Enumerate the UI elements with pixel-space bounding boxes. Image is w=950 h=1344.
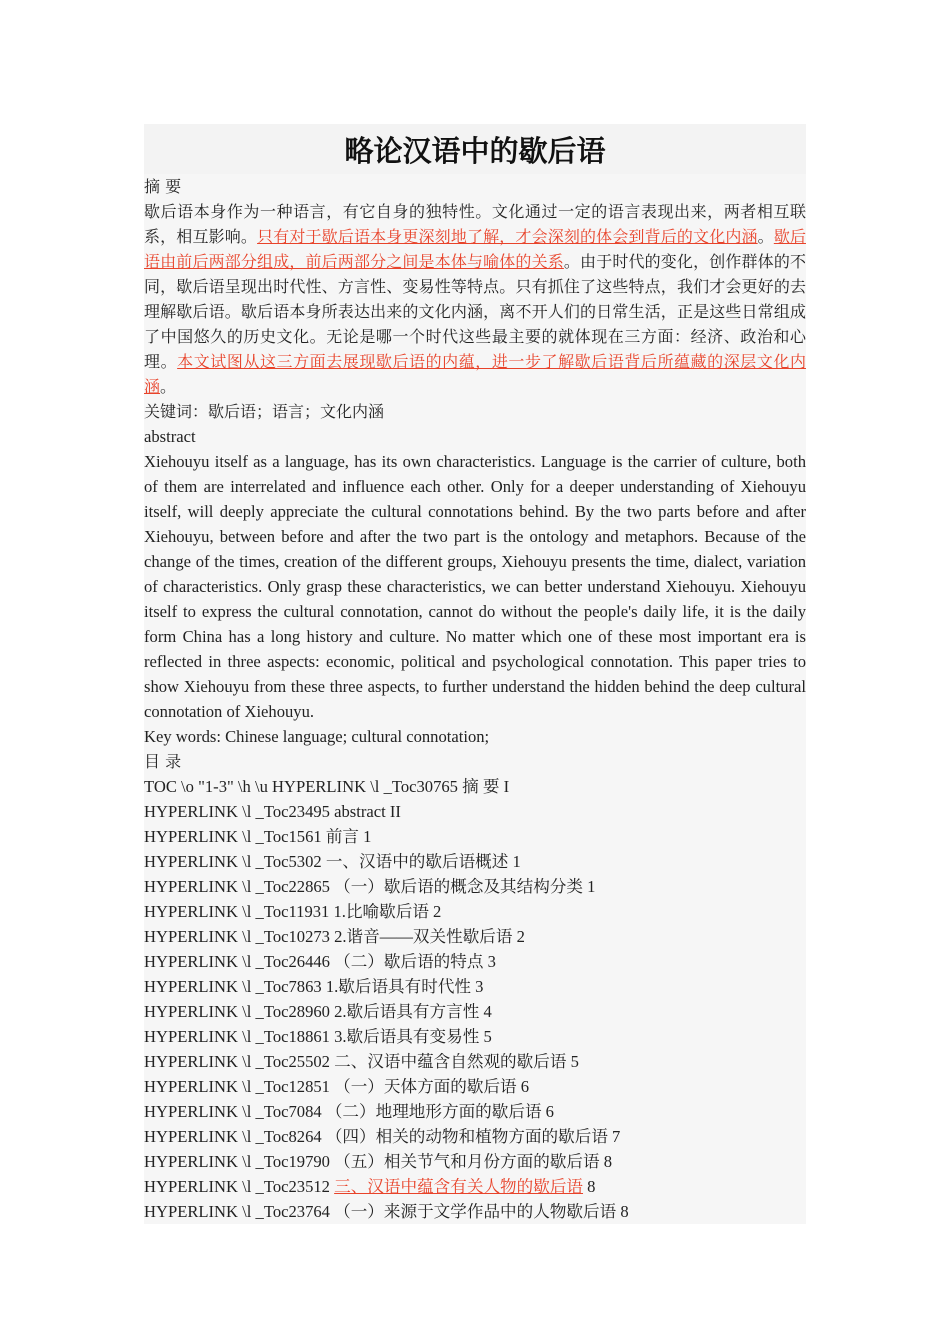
toc-entry[interactable]: HYPERLINK \l _Toc11931 1.比喻歇后语 2 — [144, 899, 806, 924]
abstract-cn-text-1: 歇后语本身作为一种语言，有它自身的独特性。文化通过一定的语言表现出来，两者相互联系，相互影响。 — [144, 202, 806, 246]
abstract-cn-text-3: 。由于时代的变化，创作群体的不同，歇后语呈现出时代性、方言性、变易性等特点。只有抓住了这些特点，我们才会更好的去理解歇后语。歇后语本身所表达出来的文化内涵，离不开人们的日常生活，正是这些日常组成了中国悠久的历史文化。无论是哪一个时代这些最主要的就体现在三方面：经济、政治和心理。 — [144, 252, 806, 371]
toc-entry[interactable]: HYPERLINK \l _Toc22865 （一）歇后语的概念及其结构分类 1 — [144, 874, 806, 899]
toc-entry[interactable]: HYPERLINK \l _Toc28960 2.歇后语具有方言性 4 — [144, 999, 806, 1024]
toc-entry[interactable]: HYPERLINK \l _Toc7084 （二）地理地形方面的歇后语 6 — [144, 1099, 806, 1124]
toc-entry[interactable]: HYPERLINK \l _Toc5302 一、汉语中的歇后语概述 1 — [144, 849, 806, 874]
toc-entry-prefix: HYPERLINK \l _Toc23512 — [144, 1177, 335, 1196]
toc-entry[interactable]: HYPERLINK \l _Toc19790 （五）相关节气和月份方面的歇后语 8 — [144, 1149, 806, 1174]
toc-entry[interactable]: HYPERLINK \l _Toc25502 二、汉语中蕴含自然观的歇后语 5 — [144, 1049, 806, 1074]
toc-entry-link[interactable]: 三、汉语中蕴含有关人物的歇后语 — [334, 1177, 584, 1196]
abstract-en-body: Xiehouyu itself as a language, has its own characteristics. Language is the carrier of culture, both of them are interrelated and influence each other. Only for a deeper understanding of Xiehouyu itself, will deeply appreciate the cultural connotations behind. By the two parts before and after Xiehouyu, between before and after the two part is the ontology and metaphors. Because of the change of the times, creation of the different groups, Xiehouyu presents the time, dialect, variation of characteristics. Only grasp these characteristics, we can better understand Xiehouyu. Xiehouyu itself to express the cultural connotation, cannot do without the people's daily life, it is the daily form China has a long history and culture. No matter which one of these most important era is reflected in three aspects: economic, political and psychological connotation. This paper tries to show Xiehouyu from these three aspects, to further understand the hidden behind the deep cultural connotation of Xiehouyu. — [144, 449, 806, 724]
abstract-en-heading: abstract — [144, 424, 806, 449]
toc-entry-page: 8 — [583, 1177, 596, 1196]
abstract-cn-heading: 摘 要 — [144, 174, 806, 199]
abstract-cn-highlight-2[interactable]: 歇后语由前后两部分组成，前后两部分之间是本体与喻体的关系 — [144, 227, 806, 271]
toc-entry[interactable]: HYPERLINK \l _Toc1561 前言 1 — [144, 824, 806, 849]
toc-entry-highlighted[interactable] — [144, 1174, 806, 1199]
page-title: 略论汉语中的歇后语 — [144, 124, 806, 174]
keywords-en: Key words: Chinese language; cultural connotation; — [144, 724, 806, 749]
toc-entry[interactable]: TOC \o "1-3" \h \u HYPERLINK \l _Toc30765 摘 要 I — [144, 774, 806, 799]
document-content — [144, 124, 806, 1224]
toc-entry[interactable]: HYPERLINK \l _Toc10273 2.谐音——双关性歇后语 2 — [144, 924, 806, 949]
toc-entry[interactable]: HYPERLINK \l _Toc18861 3.歇后语具有变易性 5 — [144, 1024, 806, 1049]
abstract-cn-highlight-1[interactable]: 只有对于歇后语本身更深刻地了解，才会深刻的体会到背后的文化内涵 — [257, 227, 758, 246]
table-of-contents — [144, 774, 806, 1224]
abstract-cn-text-4: 。 — [160, 377, 177, 396]
toc-entry[interactable]: HYPERLINK \l _Toc12851 （一）天体方面的歇后语 6 — [144, 1074, 806, 1099]
toc-entry[interactable]: HYPERLINK \l _Toc26446 （二）歇后语的特点 3 — [144, 949, 806, 974]
toc-heading: 目 录 — [144, 749, 806, 774]
keywords-cn: 关键词：歇后语；语言；文化内涵 — [144, 399, 806, 424]
abstract-cn-body — [144, 199, 806, 399]
toc-entry[interactable]: HYPERLINK \l _Toc23495 abstract II — [144, 799, 806, 824]
toc-entry[interactable]: HYPERLINK \l _Toc23764 （一）来源于文学作品中的人物歇后语 8 — [144, 1199, 806, 1224]
toc-entry[interactable]: HYPERLINK \l _Toc8264 （四）相关的动物和植物方面的歇后语 7 — [144, 1124, 806, 1149]
toc-entry[interactable]: HYPERLINK \l _Toc7863 1.歇后语具有时代性 3 — [144, 974, 806, 999]
abstract-cn-highlight-3[interactable]: 本文试图从这三方面去展现歇后语的内蕴，进一步了解歇后语背后所蕴藏的深层文化内涵 — [144, 352, 806, 396]
abstract-cn-text-2: 。 — [757, 227, 774, 246]
